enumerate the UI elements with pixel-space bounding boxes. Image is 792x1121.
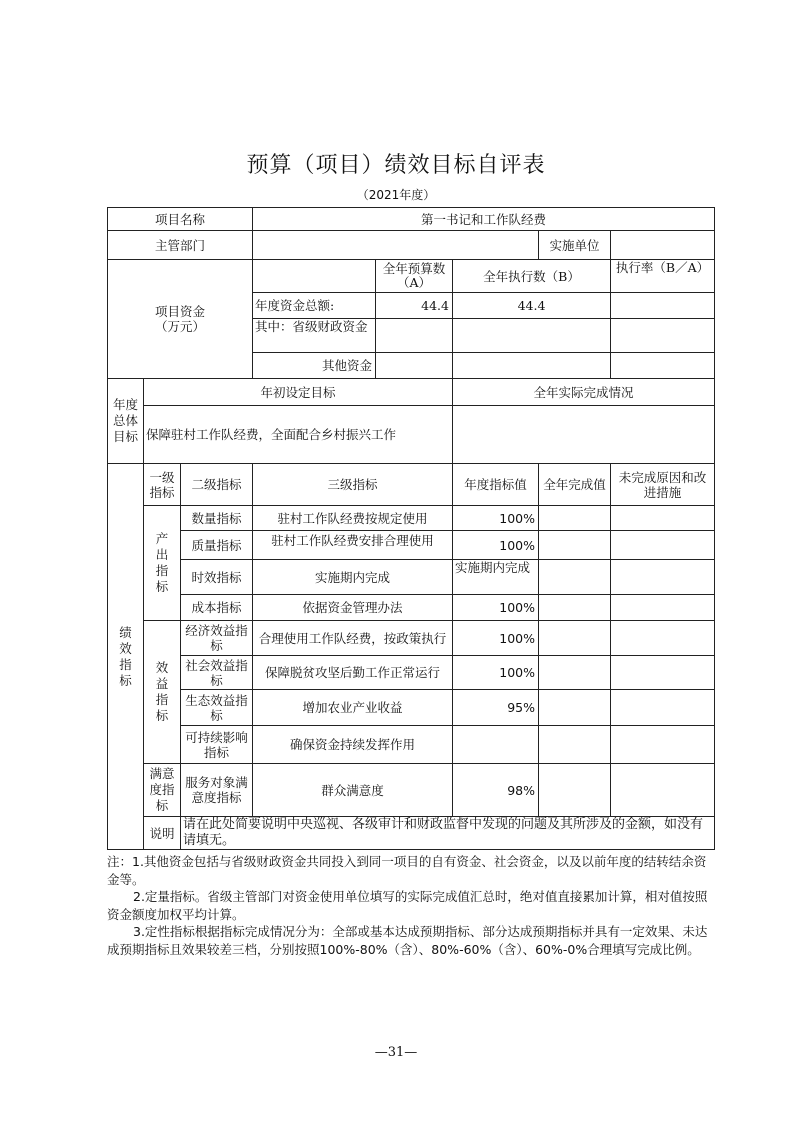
row-level3 <box>253 531 453 560</box>
row-level3: 保障脱贫攻坚后勤工作正常运行 <box>253 656 453 690</box>
page-title: 预算（项目）绩效目标自评表 <box>246 153 546 178</box>
funds-row-label: 其他资金 <box>253 353 376 379</box>
funds-label-line1: 项目资金 <box>154 304 205 319</box>
goal-actual-value <box>453 406 715 464</box>
row-reason <box>611 690 715 726</box>
impl-unit-value <box>611 231 715 260</box>
row-level2: 生态效益指标 <box>181 690 253 726</box>
header-level2: 二级指标 <box>181 464 253 506</box>
goal-actual-header: 全年实际完成情况 <box>453 379 715 406</box>
row-level2: 质量指标 <box>181 531 253 560</box>
row-actual <box>539 531 611 560</box>
indicators-section-label: 绩效指标 <box>108 464 144 850</box>
header-target: 年度指标值 <box>453 464 539 506</box>
header-actual: 全年完成值 <box>539 464 611 506</box>
goal-initial-header: 年初设定目标 <box>144 379 453 406</box>
notes <box>107 853 717 958</box>
funds-exec-value <box>453 353 611 379</box>
row-level2: 数量指标 <box>181 506 253 531</box>
funds-label <box>108 260 253 379</box>
row-level2: 时效指标 <box>181 560 253 595</box>
row-level2: 可持续影响指标 <box>181 726 253 764</box>
project-name-label: 项目名称 <box>108 208 253 231</box>
explain-value: 请在此处简要说明中央巡视、各级审计和财政监督中发现的问题及其所涉及的金额，如没有请填无。 <box>181 817 715 850</box>
row-level2: 成本指标 <box>181 595 253 621</box>
row-target: 100% <box>453 621 539 656</box>
row-actual <box>539 726 611 764</box>
row-actual <box>539 656 611 690</box>
row-target: 100% <box>453 531 539 560</box>
row-actual <box>539 560 611 595</box>
row-level3: 实施期内完成 <box>253 560 453 595</box>
row-actual <box>539 621 611 656</box>
funds-budget-value <box>376 319 453 353</box>
row-target: 100% <box>453 506 539 531</box>
funds-rate-value <box>611 319 715 353</box>
funds-rate-value <box>611 293 715 319</box>
row-actual <box>539 595 611 621</box>
row-level3: 确保资金持续发挥作用 <box>253 726 453 764</box>
row-actual <box>539 690 611 726</box>
funds-label-line2: （万元） <box>154 319 205 334</box>
group-level1: 效益指标 <box>144 621 181 764</box>
note-2: 2.定量指标。省级主管部门对资金使用单位填写的实际完成值汇总时，绝对值直接累加计算，相对值按照资金额度加权平均计算。 <box>107 889 708 922</box>
row-level2: 服务对象满意度指标 <box>181 764 253 817</box>
header-level3: 三级指标 <box>253 464 453 506</box>
row-target: 实施期内完成 <box>453 560 539 595</box>
page-number: —31— <box>374 1045 418 1060</box>
row-level3: 群众满意度 <box>253 764 453 817</box>
goal-label: 年度总体目标 <box>108 379 144 464</box>
header-reason: 未完成原因和改进措施 <box>611 464 715 506</box>
row-level3: 依据资金管理办法 <box>253 595 453 621</box>
row-level3: 驻村工作队经费按规定使用 <box>253 506 453 531</box>
row-target: 100% <box>453 595 539 621</box>
group-level1: 产出指标 <box>144 506 181 621</box>
row-reason <box>611 506 715 531</box>
funds-header-blank <box>253 260 376 293</box>
funds-row-label: 其中：省级财政资金 <box>253 319 376 353</box>
row-level2: 经济效益指标 <box>181 621 253 656</box>
row-target: 100% <box>453 656 539 690</box>
evaluation-table <box>107 207 715 850</box>
col-exec-header: 全年执行数（B） <box>453 260 611 293</box>
funds-row-label: 年度资金总额: <box>253 293 376 319</box>
col-budget-header: 全年预算数（A） <box>376 260 453 293</box>
project-name-value: 第一书记和工作队经费 <box>253 208 715 231</box>
note-3: 3.定性指标根据指标完成情况分为：全部或基本达成预期指标、部分达成预期指标并具有一定效果、未达成预期指标且效果较差三档，分别按照100%-80%（含）、80%-60%（含）、60%-0%合理填写完成比例。 <box>107 924 708 957</box>
funds-budget-value: 44.4 <box>376 293 453 319</box>
note-1: 注：1.其他资金包括与省级财政资金共同投入到同一项目的自有资金、社会资金，以及以前年度的结转结余资金等。 <box>107 854 707 887</box>
row-reason <box>611 531 715 560</box>
row-level2: 社会效益指标 <box>181 656 253 690</box>
row-level3: 增加农业产业收益 <box>253 690 453 726</box>
row-target: 95% <box>453 690 539 726</box>
row-actual <box>539 764 611 817</box>
row-reason <box>611 621 715 656</box>
col-rate-header: 执行率（B／A） <box>611 260 715 293</box>
row-reason <box>611 656 715 690</box>
row-level3: 合理使用工作队经费，按政策执行 <box>253 621 453 656</box>
funds-rate-value <box>611 353 715 379</box>
group-level1: 满意度指标 <box>144 764 181 817</box>
row-actual <box>539 506 611 531</box>
funds-exec-value: 44.4 <box>453 293 611 319</box>
funds-budget-value <box>376 353 453 379</box>
explain-label: 说明 <box>144 817 181 850</box>
row-target <box>453 726 539 764</box>
dept-label: 主管部门 <box>108 231 253 260</box>
header-level1: 一级指标 <box>144 464 181 506</box>
row-level3-text: 驻村工作队经费安排合理使用 <box>271 533 434 548</box>
impl-unit-label: 实施单位 <box>539 231 611 260</box>
row-reason <box>611 764 715 817</box>
page-subtitle: （2021年度） <box>356 188 436 202</box>
row-reason <box>611 726 715 764</box>
funds-exec-value <box>453 319 611 353</box>
row-reason <box>611 595 715 621</box>
row-reason <box>611 560 715 595</box>
goal-initial-value: 保障驻村工作队经费，全面配合乡村振兴工作 <box>144 406 453 464</box>
dept-value <box>253 231 539 260</box>
row-target: 98% <box>453 764 539 817</box>
